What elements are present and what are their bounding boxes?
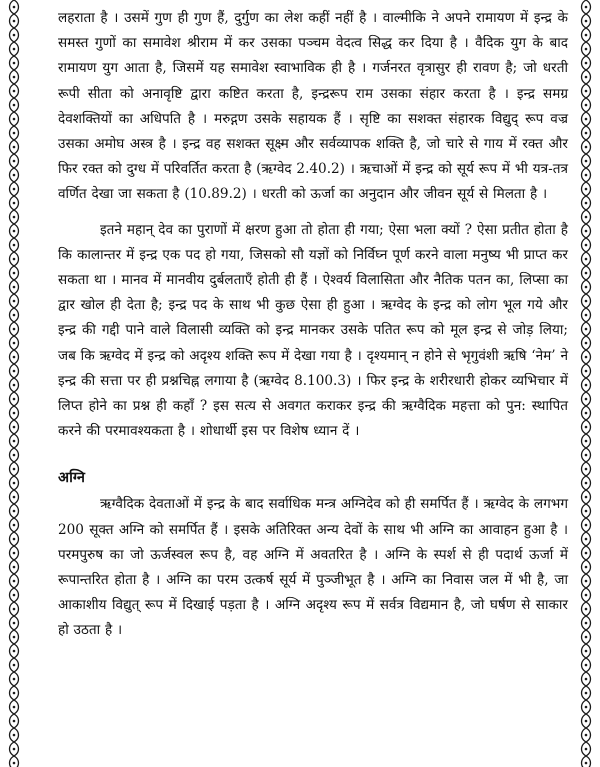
- decorative-border-right: [578, 0, 594, 767]
- decorative-border-left: [6, 0, 22, 767]
- paragraph-agni: ऋग्वैदिक देवताओं में इन्द्र के बाद सर्वाधिक मन्त्र अग्निदेव को ही समर्पित हैं । ऋग्वेद के लगभग 200 सूक्त अग्नि को समर्पित हैं । इसके अतिरिक्त अन्य देवों के साथ भी अग्नि का आवाहन हुआ है । परमपुरुष का जो ऊर्जस्वल रूप है, वह अग्नि में अवतरित है । अग्नि के स्पर्श से ही पदार्थ ऊर्जा में रूपान्तरित होता है । अग्नि का परम उत्कर्ष सूर्य में पुञ्जीभूत है । अग्नि का निवास जल में भी है, जा आकाशीय विद्युत् रूप में दिखाई पड़ता है । अग्नि अदृश्य रूप में सर्वत्र विद्यमान है, जो घर्षण से साकार हो उठता है ।: [58, 496, 568, 639]
- page-content: [58, 6, 568, 644]
- paragraph-indra-decline: इतने महान् देव का पुराणों में क्षरण हुआ तो होता ही गया; ऐसा भला क्यों ? ऐसा प्रतीत होता है कि कालान्तर में इन्द्र एक पद हो गया, जिसको सौ यज्ञों को निर्विघ्न पूर्ण करने वाला मनुष्य भी प्राप्त कर सकता था । मानव में मानवीय दुर्बलताएँ होती ही हैं । ऐश्वर्य विलासिता और नैतिक पतन का, लिप्सा का द्वार खोल ही देता है; इन्द्र पद के साथ भी कुछ ऐसा ही हुआ । ऋग्वेद के इन्द्र को लोग भूल गये और इन्द्र की गद्दी पाने वाले विलासी व्यक्ति को इन्द्र मानकर उसके पतित रूप को मूल इन्द्र से जोड़ लिया; जब कि ऋग्वेद में इन्द्र को अदृश्य शक्ति रूप में देखा गया है । दृश्यमान् न होने से भृगुवंशी ऋषि ‘नेम’ ने इन्द्र की सत्ता पर ही प्रश्नचिह्न लगाया है (ऋग्वेद 8.100.3) । फिर इन्द्र के शरीरधारी होकर व्यभिचार में लिप्त होने का प्रश्न ही कहाँ ? इस सत्य से अवगत कराकर इन्द्र की ऋग्वैदिक महत्ता को पुन: स्थापित करने की परमावश्यकता है । शोधार्थी इस पर विशेष ध्यान दें ।: [58, 221, 568, 440]
- section-heading-agni: अग्नि: [58, 469, 85, 487]
- paragraph-indra-qualities: लहराता है । उसमें गुण ही गुण हैं, दुर्गुण का लेश कहीं नहीं है । वाल्मीकि ने अपने रामायण में इन्द्र के समस्त गुणों का समावेश श्रीराम में कर उसका पञ्चम वेदत्व सिद्ध कर दिया है । वैदिक युग के बाद रामायण युग आता है, जिसमें यह समावेश स्वाभाविक ही है । गर्जनरत वृत्रासुर ही रावण है; जो धरती रूपी सीता को अनावृष्टि द्वारा कष्टित करता है, इन्द्ररूप राम उसका संहार करता है । इन्द्र समग्र देवशक्तियों का अधिपति है । मरुद्गण उसके सहायक हैं । सृष्टि का सशक्त संहारक विद्युद् रूप वज्र उसका अमोघ अस्त्र है । इन्द्र वह सशक्त सूक्ष्म और सर्वव्यापक शक्ति है, जो चारे से गाय में रक्त और फिर रक्त को दुग्ध में परिवर्तित करता है (ऋग्वेद 2.40.2) । ऋचाओं में इन्द्र को सूर्य रूप में भी यत्र-तत्र वर्णित देखा जा सकता है (10.89.2) । धरती को ऊर्जा का अनुदान और जीवन सूर्य से मिलता है ।: [58, 10, 568, 203]
